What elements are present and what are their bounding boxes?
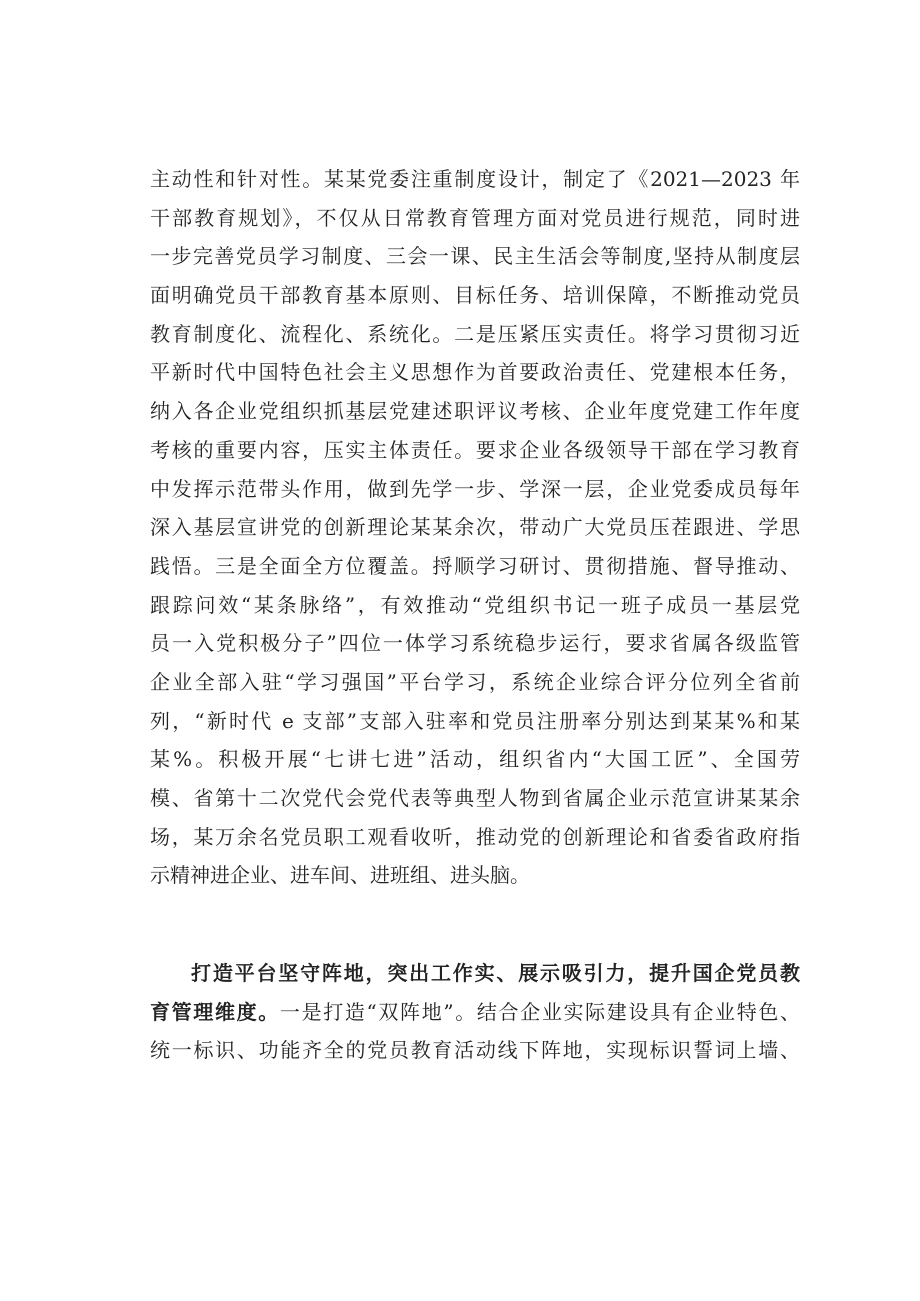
paragraph-line: 企业全部入驻“学习强国”平台学习，系统企业综合评分位列全省前 xyxy=(150,669,800,694)
paragraph-text: 一是打造“双阵地”。结合企业实际建设具有企业特色、 xyxy=(279,999,801,1024)
paragraph-line: 统一标识、功能齐全的党员教育活动线下阵地，实现标识誓词上墙、 xyxy=(150,1038,800,1063)
section-heading: 打造平台坚守阵地，突出工作实、展示吸引力，提升国企党员教 xyxy=(191,961,800,985)
paragraph-line: 某%。积极开展“七讲七进”活动，组织省内“大国工匠”、全国劳 xyxy=(150,747,800,772)
paragraph-line: 教育制度化、流程化、系统化。二是压紧压实责任。将学习贯彻习近 xyxy=(150,321,800,346)
paragraph-line: 中发挥示范带头作用，做到先学一步、学深一层，企业党委成员每年 xyxy=(150,476,800,501)
paragraph-line: 示精神进企业、进车间、进班组、进头脑。 xyxy=(150,863,530,888)
section-heading-end: 育管理维度。 xyxy=(150,999,280,1024)
paragraph-line: 考核的重要内容，压实主体责任。要求企业各级领导干部在学习教育 xyxy=(150,437,800,462)
paragraph-line: 场，某万余名党员职工观看收听，推动党的创新理论和省委省政府指 xyxy=(150,824,800,849)
paragraph-line: 平新时代中国特色社会主义思想作为首要政治责任、党建根本任务， xyxy=(150,360,800,385)
paragraph-line: 员一入党积极分子”四位一体学习系统稳步运行，要求省属各级监管 xyxy=(150,631,800,656)
paragraph-line: 践悟。三是全面全方位覆盖。捋顺学习研讨、贯彻措施、督导推动、 xyxy=(150,553,800,578)
paragraph-line: 深入基层宣讲党的创新理论某某余次，带动广大党员压茬跟进、学思 xyxy=(150,515,800,540)
paragraph-line: 干部教育规划》，不仅从日常教育管理方面对党员进行规范，同时进 xyxy=(150,205,800,230)
paragraph-line: 一步完善党员学习制度、三会一课、民主生活会等制度,坚持从制度层 xyxy=(150,244,800,269)
paragraph-line xyxy=(150,993,800,1032)
paragraph-line: 面明确党员干部教育基本原则、目标任务、培训保障，不断推动党员 xyxy=(150,283,800,308)
body-paragraph-2 xyxy=(150,954,800,1070)
paragraph-line: 主动性和针对性。某某党委注重制度设计，制定了《2021—2023 年 xyxy=(150,167,800,191)
paragraph-line: 模、省第十二次党代会党代表等典型人物到省属企业示范宣讲某某余 xyxy=(150,786,800,810)
body-paragraph-1 xyxy=(150,160,800,895)
paragraph-line: 跟踪问效“某条脉络”，有效推动“党组织书记一班子成员一基层党 xyxy=(150,592,800,617)
paragraph-line: 纳入各企业党组织抓基层党建述职评议考核、企业年度党建工作年度 xyxy=(150,399,800,424)
paragraph-line: 列，“新时代 e 支部”支部入驻率和党员注册率分别达到某某%和某 xyxy=(150,708,800,733)
